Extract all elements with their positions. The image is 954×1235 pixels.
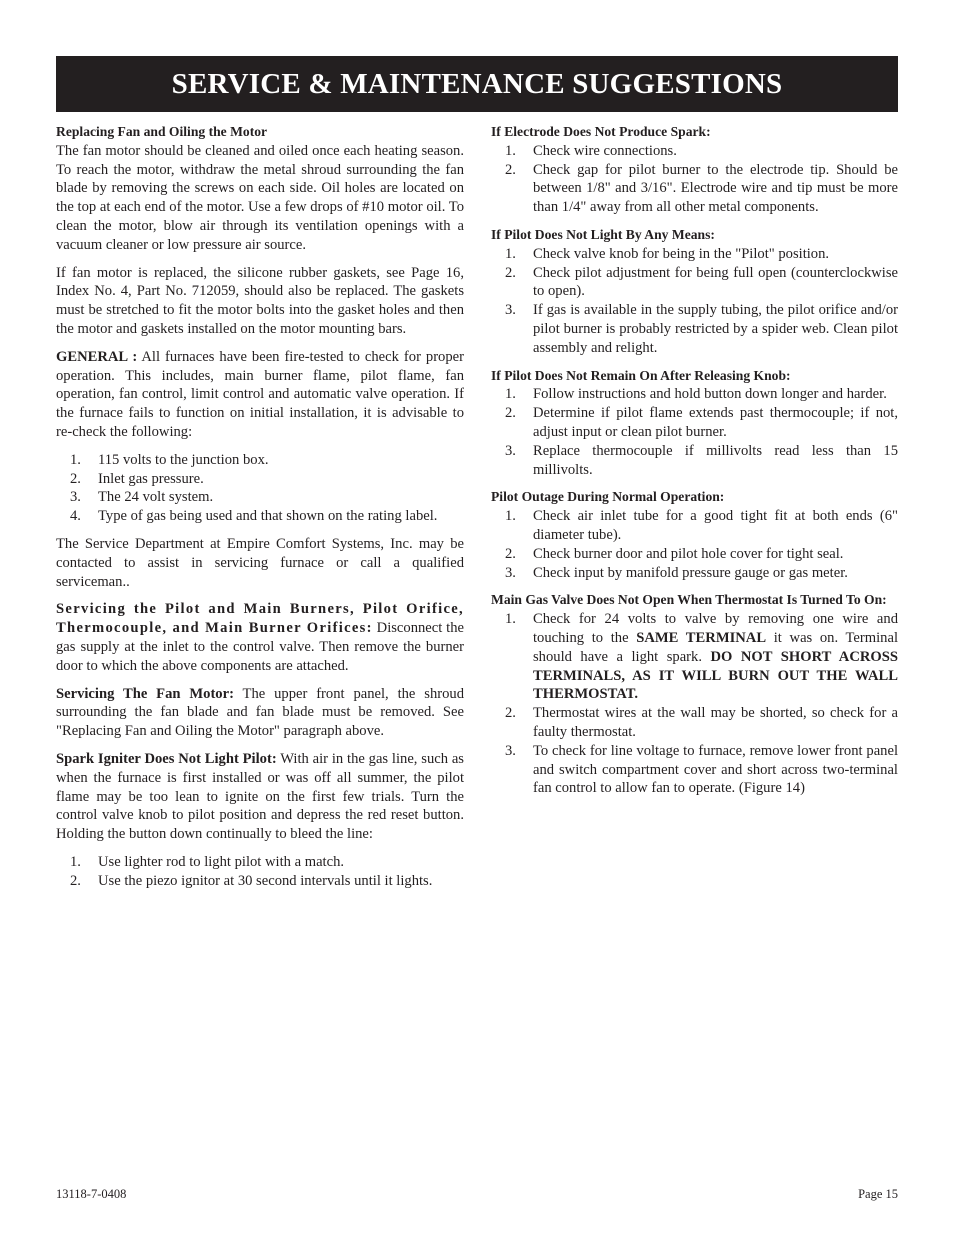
list-item: 2. Inlet gas pressure.: [70, 470, 204, 487]
list-item: 1. Use lighter rod to light pilot with a match.: [70, 853, 345, 870]
fan-motor-label: Servicing The Fan Motor:: [56, 685, 234, 702]
fan-paragraph-2: If fan motor is replaced, the silicone rubber gaskets, see Page 16, Index No. 4, Part No. 712059, should also be replaced. The gaskets must be stretched to fit the motor bolts into the gasket holes and then the motor and gaskets installed on the motor mounting bars.: [56, 264, 464, 337]
list-item: 2. Check gap for pilot burner to the electrode tip. Should be between 1/8" and 3/16". Electrode wire and tip must be more than 1/4" away from all other metal components.: [505, 161, 898, 216]
list-item: 2. Determine if pilot flame extends past thermocouple; if not, adjust input or clean pilot burner.: [505, 405, 898, 440]
spark-igniter-label: Spark Igniter Does Not Light Pilot:: [56, 750, 277, 767]
list-item: 3. If gas is available in the supply tubing, the pilot orifice and/or pilot burner is probably restricted by a spider web. Clean pilot assembly and relight.: [505, 302, 898, 356]
pilot-servicing-label: Servicing the Pilot and Main Burners, Pilot Orifice, Thermocouple, and Main Burner Orifices:: [56, 601, 464, 637]
electrode-heading: If Electrode Does Not Produce Spark:: [491, 124, 711, 139]
fan-paragraph-1: The fan motor should be cleaned and oiled once each heating season. To reach the motor, withdraw the metal shroud surrounding the fan blade by removing the screws on each side. Oil holes are located on the top at each end of the motor. Use a few drops of #10 motor oil. To clean the motor, blow air through its ventilation openings with a vacuum cleaner or low pressure air source.: [56, 142, 464, 253]
list-item: 1. Check valve knob for being in the "Pilot" position.: [505, 245, 830, 262]
left-column: [56, 123, 464, 899]
list-item: 3. Replace thermocouple if millivolts read less than 15 millivolts.: [505, 442, 898, 478]
list-item: 4. Type of gas being used and that shown on the rating label.: [70, 508, 438, 525]
service-department-paragraph: The Service Department at Empire Comfort Systems, Inc. may be contacted to assist in servicing furnace or call a qualified serviceman..: [56, 535, 464, 590]
document-number: 13118-7-0408: [56, 1187, 127, 1201]
page-title: SERVICE & MAINTENANCE SUGGESTIONS: [171, 67, 783, 100]
list-item: 2. Thermostat wires at the wall may be shorted, so check for a faulty thermostat.: [505, 705, 898, 740]
warning-emphasis: DO NOT SHORT ACROSS TERMINALS, AS IT WILL BURN OUT THE WALL THERMOSTAT.: [533, 648, 898, 703]
title-banner: [56, 56, 898, 112]
pilot-servicing-paragraph: Servicing the Pilot and Main Burners, Pilot Orifice, Thermocouple, and Main Burner Orifices: Disconnect the gas supply at the inlet to the control valve. Then remove the burner door to which the above components are attached.: [56, 601, 464, 674]
list-item: 3. The 24 volt system.: [70, 489, 214, 506]
list-item: 1. Check wire connections.: [505, 142, 677, 159]
no-light-heading: If Pilot Does Not Light By Any Means:: [491, 226, 715, 242]
same-terminal-emphasis: SAME TERMINAL: [636, 629, 767, 646]
list-item: 3. Check input by manifold pressure gauge or gas meter.: [505, 564, 848, 581]
list-item: 3. To check for line voltage to furnace, remove lower front panel and switch compartment cover and short across two-terminal fan control to allow fan to operate. (Figure 14): [505, 742, 898, 797]
list-item: 2. Check burner door and pilot hole cover for tight seal.: [505, 545, 844, 562]
remain-on-heading: If Pilot Does Not Remain On After Releasing Knob:: [491, 367, 791, 383]
gas-valve-list: [491, 610, 898, 798]
page-number: Page 15: [858, 1187, 898, 1201]
list-item: 1. 115 volts to the junction box.: [70, 451, 269, 468]
spark-igniter-paragraph: Spark Igniter Does Not Light Pilot: With air in the gas line, such as when the furnace is first installed or was off all summer, the pilot flame may be too lean to ignite on the first few trials. Turn the control valve knob to pilot position and depress the red reset button. Holding the button down continually to bleed the line:: [56, 750, 464, 843]
fan-motor-paragraph: Servicing The Fan Motor: The upper front panel, the shroud surrounding the fan blade and fan blade must be removed. See "Replacing Fan and Oiling the Motor" paragraph above.: [56, 685, 464, 740]
pilot-outage-heading: Pilot Outage During Normal Operation:: [491, 489, 725, 505]
check-list: [56, 451, 464, 526]
electrode-list: [491, 142, 898, 217]
list-item: 2. Use the piezo ignitor at 30 second intervals until it lights.: [70, 872, 433, 889]
remain-on-list: [491, 385, 898, 479]
no-light-list: [491, 245, 898, 358]
pilot-outage-list: [491, 507, 898, 582]
spark-list: [56, 853, 464, 891]
general-paragraph: [56, 348, 464, 442]
list-item: 1. Check air inlet tube for a good tight fit at both ends (6" diameter tube).: [505, 508, 898, 543]
gas-valve-heading: Main Gas Valve Does Not Open When Thermostat Is Turned To On:: [491, 592, 887, 608]
general-text: All furnaces have been fire-tested to check for proper operation. This includes, main burner flame, pilot flame, fan operation, fan control, limit control and automatic valve operation. If the furnace fails to function on initial installation, it is advisable to re-check the following:: [56, 348, 464, 440]
right-column: [491, 123, 898, 807]
list-item: 2. Check pilot adjustment for being full open (counterclockwise to open).: [505, 264, 898, 300]
list-item: 1. Follow instructions and hold button down longer and harder.: [505, 386, 887, 403]
fan-heading: Replacing Fan and Oiling the Motor: [56, 124, 268, 139]
list-item: 1. Check for 24 volts to valve by removing one wire and touching to the SAME TERMINAL it was on. Terminal should have a light spark. DO NOT SHORT ACROSS TERMINALS, AS IT WILL BURN OUT THE WALL THERMOSTAT.: [505, 611, 898, 703]
general-label: GENERAL :: [56, 348, 138, 365]
